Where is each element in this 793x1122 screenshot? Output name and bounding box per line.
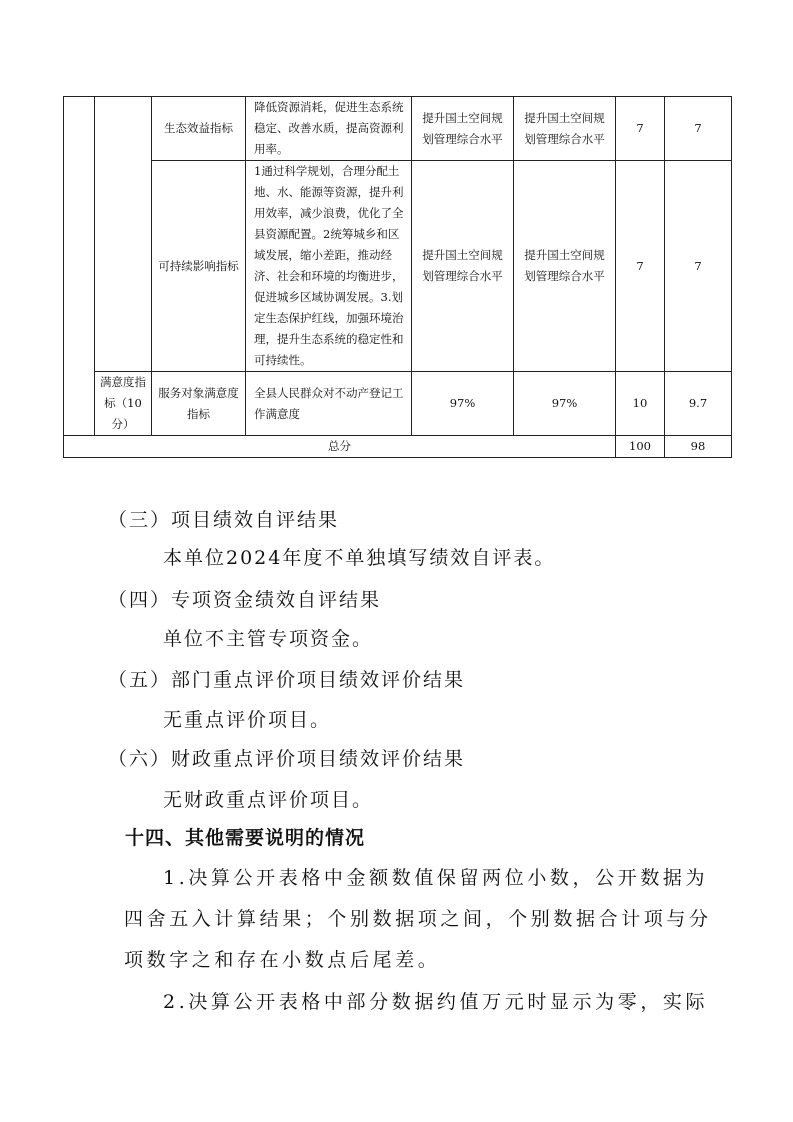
actual-cell: 提升国土空间规划管理综合水平 xyxy=(514,161,616,372)
section-3-text: 本单位2024年度不单独填写绩效自评表。 xyxy=(163,547,556,569)
indicator-cell: 服务对象满意度指标 xyxy=(152,372,246,436)
table-row xyxy=(64,97,732,161)
performance-table xyxy=(63,96,732,458)
total-score-cell: 98 xyxy=(665,436,732,458)
indicator-cell: 生态效益指标 xyxy=(152,97,246,161)
section-5-text: 无重点评价项目。 xyxy=(163,709,332,731)
description-cell: 1通过科学规划，合理分配土地、水、能源等资源，提升利用效率，减少浪费，优化了全县资源配置。2统筹城乡和区域发展，缩小差距，推动经济、社会和环境的均衡进步，促进城乡区域协调发展。3.划定生态保护红线，加强环境治理，提升生态系统的稳定性和可持续性。 xyxy=(246,161,412,372)
total-label-cell: 总分 xyxy=(64,436,616,458)
target-cell: 提升国土空间规划管理综合水平 xyxy=(412,97,514,161)
actual-cell: 97% xyxy=(514,372,616,436)
category-cell: 满意度指标（10分） xyxy=(95,372,152,436)
indicator-cell: 可持续影响指标 xyxy=(152,161,246,372)
total-weight-cell: 100 xyxy=(616,436,665,458)
actual-cell: 提升国土空间规划管理综合水平 xyxy=(514,97,616,161)
section-4-text: 单位不主管专项资金。 xyxy=(163,628,374,650)
weight-cell: 7 xyxy=(616,97,665,161)
section-14-heading: 十四、其他需要说明的情况 xyxy=(125,827,366,849)
table-row xyxy=(64,161,732,372)
target-cell: 提升国土空间规划管理综合水平 xyxy=(412,161,514,372)
target-cell: 97% xyxy=(412,372,514,436)
section-3-heading: （三）项目绩效自评结果 xyxy=(108,509,340,531)
section-14-paragraph-1-line-3: 项数字之和存在小数点后尾差。 xyxy=(124,949,441,971)
section-14-paragraph-1-line-2: 四舍五入计算结果；个别数据项之间，个别数据合计项与分 xyxy=(124,908,712,930)
score-cell: 7 xyxy=(665,97,732,161)
blank-level2-cell xyxy=(95,97,152,372)
section-14-paragraph-1-line-1: 1.决算公开表格中金额数值保留两位小数，公开数据为 xyxy=(163,867,709,889)
section-4-heading: （四）专项资金绩效自评结果 xyxy=(108,589,382,611)
score-cell: 7 xyxy=(665,161,732,372)
section-14-paragraph-2-line-1: 2.决算公开表格中部分数据约值万元时显示为零，实际 xyxy=(163,991,709,1013)
description-cell: 全县人民群众对不动产登记工作满意度 xyxy=(246,372,412,436)
blank-level1-cell xyxy=(64,97,95,436)
weight-cell: 7 xyxy=(616,161,665,372)
description-cell: 降低资源消耗，促进生态系统稳定、改善水质，提高资源利用率。 xyxy=(246,97,412,161)
section-5-heading: （五）部门重点评价项目绩效评价结果 xyxy=(108,669,466,691)
score-cell: 9.7 xyxy=(665,372,732,436)
table-row xyxy=(64,372,732,436)
section-6-heading: （六）财政重点评价项目绩效评价结果 xyxy=(108,748,466,770)
total-row xyxy=(64,436,732,458)
section-6-text: 无财政重点评价项目。 xyxy=(163,789,374,811)
weight-cell: 10 xyxy=(616,372,665,436)
